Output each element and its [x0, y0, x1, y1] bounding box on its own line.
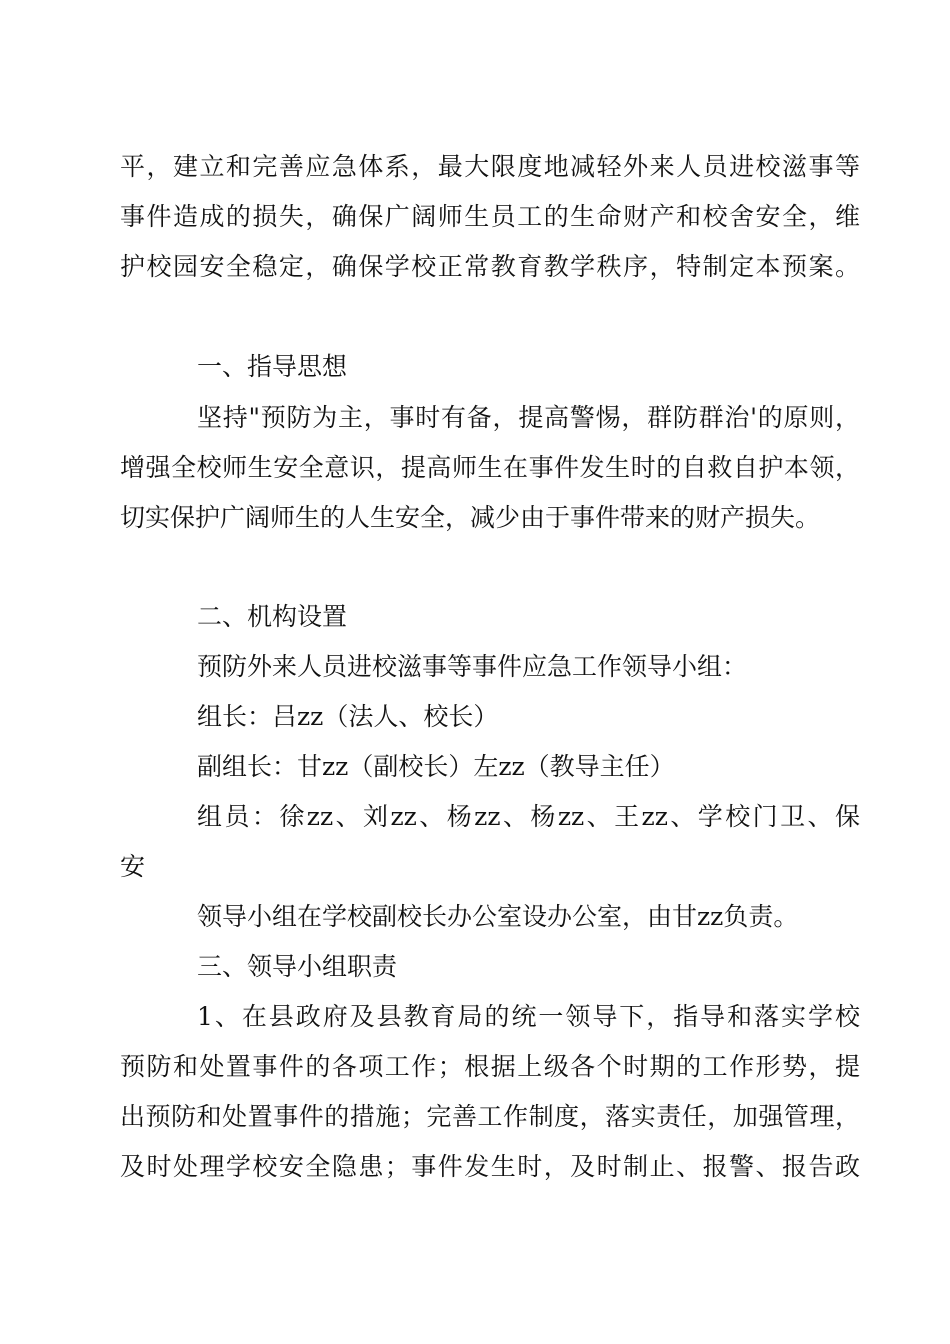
section-heading-3: 三、领导小组职责: [197, 952, 398, 981]
body-line-12: 组员：徐zz、刘zz、杨zz、杨zz、王zz、学校门卫、保: [197, 802, 860, 831]
body-line-17: 预防和处置事件的各项工作；根据上级各个时期的工作形势，提: [120, 1052, 860, 1081]
body-line-5: 坚持"预防为主，事时有备，提高警惕，群防群治'的原则，: [197, 403, 860, 432]
section-heading-2: 二、机构设置: [197, 602, 348, 631]
body-line-7: 切实保护广阔师生的人生安全，减少由于事件带来的财产损失。: [120, 503, 821, 532]
body-line-6: 增强全校师生安全意识，提高师生在事件发生时的自救自护本领，: [120, 453, 860, 482]
body-line-16: 1、在县政府及县教育局的统一领导下，指导和落实学校: [197, 1002, 860, 1031]
body-line-9: 预防外来人员进校滋事等事件应急工作领导小组：: [197, 652, 748, 681]
body-line-19: 及时处理学校安全隐患；事件发生时，及时制止、报警、报告政: [120, 1152, 860, 1181]
body-line-13: 安: [120, 852, 146, 881]
body-line-1: 平，建立和完善应急体系，最大限度地减轻外来人员进校滋事等: [120, 152, 860, 181]
body-line-10: 组长：吕zz（法人、校长）: [197, 702, 499, 731]
body-line-18: 出预防和处置事件的措施；完善工作制度，落实责任，加强管理，: [120, 1102, 860, 1131]
body-line-14: 领导小组在学校副校长办公室设办公室，由甘zz负责。: [197, 902, 799, 931]
body-line-11: 副组长：甘zz（副校长）左zz（教导主任）: [197, 752, 675, 781]
section-heading-1: 一、指导思想: [197, 352, 348, 381]
body-line-2: 事件造成的损失，确保广阔师生员工的生命财产和校舍安全，维: [120, 202, 860, 231]
body-line-3: 护校园安全稳定，确保学校正常教育教学秩序，特制定本预案。: [120, 252, 860, 281]
